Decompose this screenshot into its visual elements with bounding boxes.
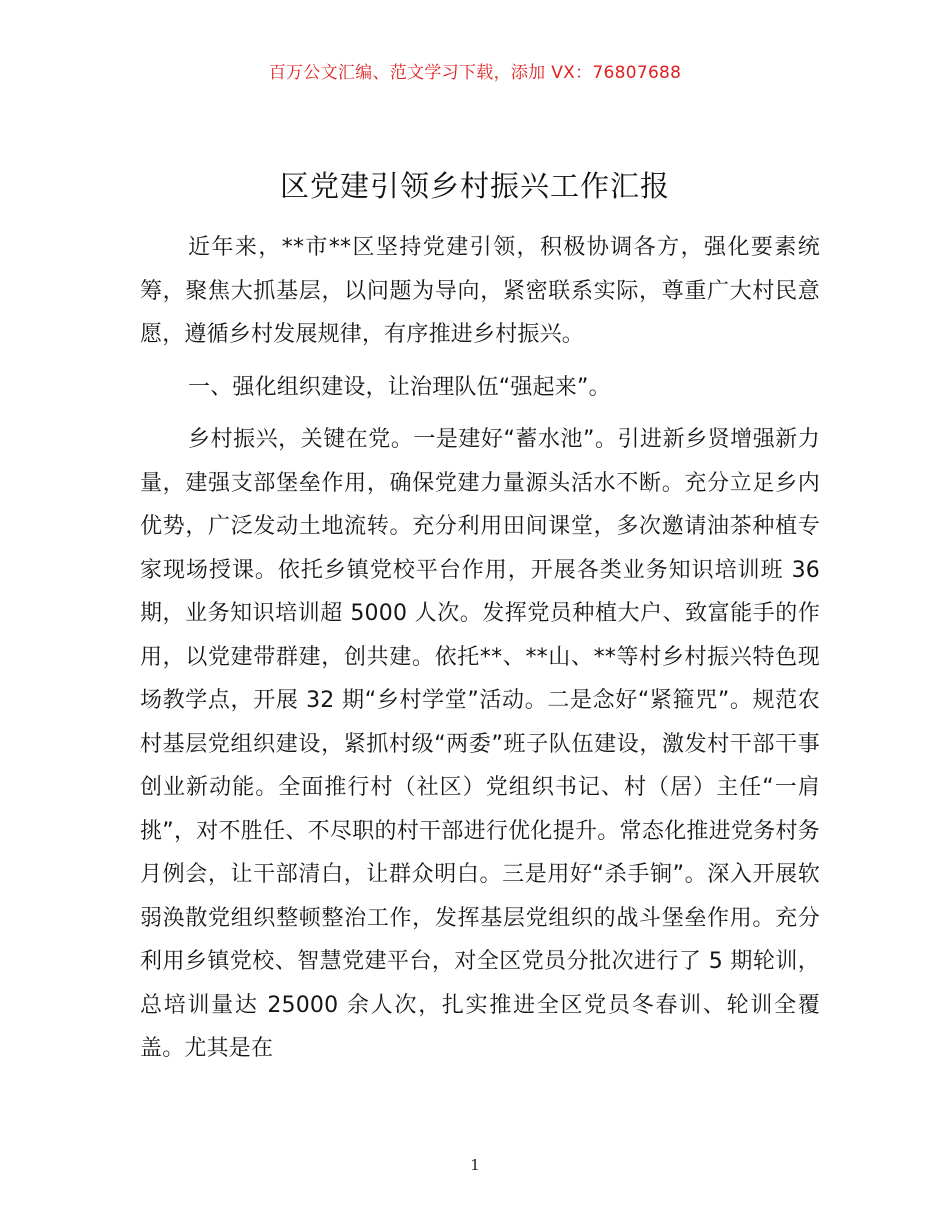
document-body: [140, 226, 820, 1080]
body-paragraph: 乡村振兴，关键在党。一是建好“蓄水池”。引进新乡贤增强新力量，建强支部堡垒作用，确保党建力量源头活水不断。充分立足乡内优势，广泛发动土地流转。充分利用田间课堂，多次邀请油茶种植专家现场授课。依托乡镇党校平台作用，开展各类业务知识培训班 36 期，业务知识培训超 5000 人次。发挥党员种植大户、致富能手的作用，以党建带群建，创共建。依托**、**山、**等村乡村振兴特色现场教学点，开展 32 期“乡村学堂”活动。二是念好“紧箍咒”。规范农村基层党组织建设，紧抓村级“两委”班子队伍建设，激发村干部干事创业新动能。全面推行村（社区）党组织书记、村（居）主任“一肩挑”，对不胜任、不尽职的村干部进行优化提升。常态化推进党务村务月例会，让干部清白，让群众明白。三是用好“杀手锏”。深入开展软弱涣散党组织整顿整治工作，发挥基层党组织的战斗堡垒作用。充分利用乡镇党校、智慧党建平台，对全区党员分批次进行了 5 期轮训，总培训量达 25000 余人次，扎实推进全区党员冬春训、轮训全覆盖。尤其是在: [140, 427, 820, 1061]
header-note: 百万公文汇编、范文学习下载，添加 VX：76807688: [268, 63, 682, 83]
page-number: 1: [470, 1156, 480, 1174]
intro-paragraph: 近年来，**市**区坚持党建引领，积极协调各方，强化要素统筹，聚焦大抓基层，以问题为导向，紧密联系实际，尊重广大村民意愿，遵循乡村发展规律，有序推进乡村振兴。: [140, 235, 820, 347]
section-heading: 一、强化组织建设，让治理队伍“强起来”。: [188, 374, 611, 400]
document-title: 区党建引领乡村振兴工作汇报: [279, 169, 670, 203]
